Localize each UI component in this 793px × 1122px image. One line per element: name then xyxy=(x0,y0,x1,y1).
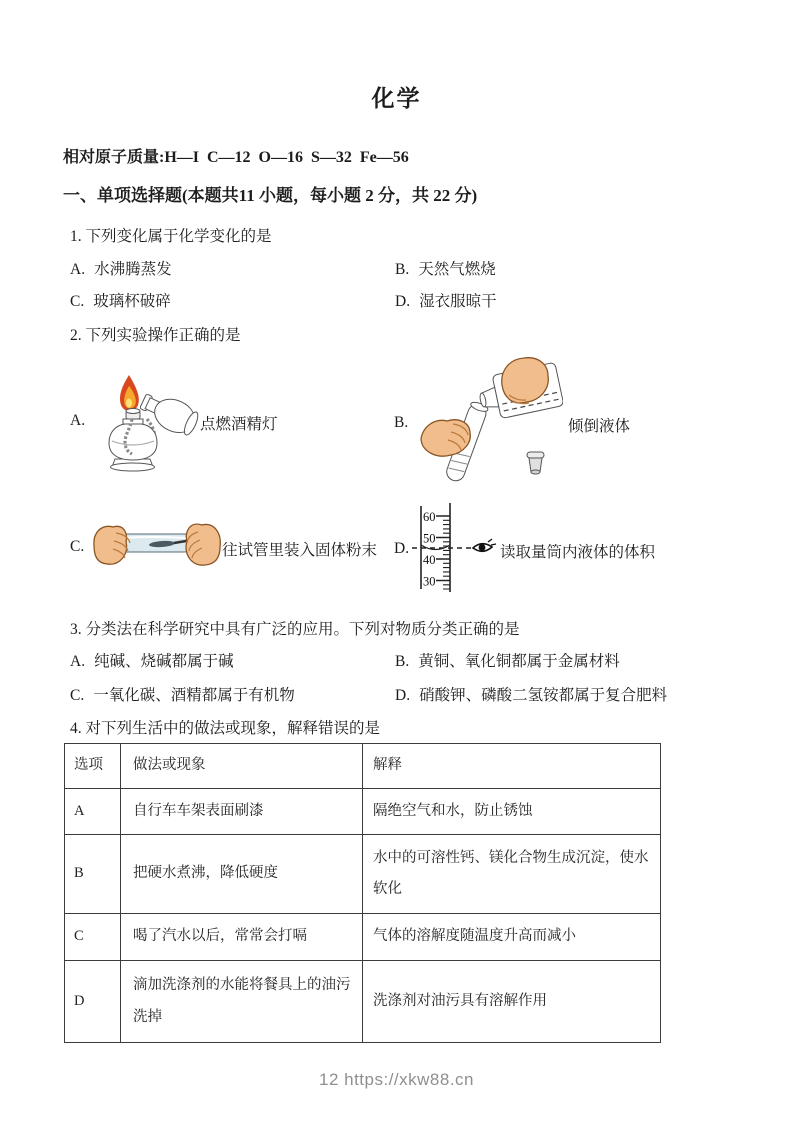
header-explanation: 解释 xyxy=(363,744,661,789)
option-text: 湿衣服晾干 xyxy=(419,293,497,310)
q3-option-a xyxy=(70,649,234,671)
cylinder-tick-50: 50 xyxy=(423,531,436,546)
q1-option-b xyxy=(395,257,496,279)
q1-option-d xyxy=(395,289,497,311)
q3-option-d xyxy=(395,683,667,705)
table-header-row xyxy=(65,744,661,789)
alcohol-lamp-lighting-figure xyxy=(95,367,210,475)
option-text: 硝酸钾、磷酸二氢铵都属于复合肥料 xyxy=(419,687,668,704)
q1-option-a xyxy=(70,257,172,279)
cylinder-tick-60: 60 xyxy=(423,510,436,524)
option-label: B. xyxy=(395,653,410,670)
cell-practice: 喝了汽水以后，常常会打嗝 xyxy=(121,914,363,961)
q3-stem: 3. 分类法在科学研究中具有广泛的应用。下列对物质分类正确的是 xyxy=(70,621,520,638)
section-1-heading: 一、单项选择题(本题共11 小题，每小题 2 分，共 22 分) xyxy=(63,186,478,205)
q1-stem: 1. 下列变化属于化学变化的是 xyxy=(70,228,272,245)
q2-option-a-label: A. xyxy=(70,412,86,429)
graduated-cylinder-icon xyxy=(412,503,498,593)
q4-stem: 4. 对下列生活中的做法或现象，解释错误的是 xyxy=(70,720,381,737)
page-title: 化学 xyxy=(371,86,422,111)
option-label: A. xyxy=(70,261,86,278)
cell-practice: 把硬水煮沸，降低硬度 xyxy=(121,835,363,914)
q2-option-d-label: D. xyxy=(394,540,410,557)
alcohol-lamp-lighting-icon xyxy=(95,367,210,475)
cell-explanation: 洗涤剂对油污具有溶解作用 xyxy=(363,961,661,1043)
q2-option-c-label: C. xyxy=(70,538,85,555)
cell-practice: 滴加洗涤剂的水能将餐具上的油污洗掉 xyxy=(121,961,363,1043)
option-text: 纯碱、烧碱都属于碱 xyxy=(94,653,234,670)
option-label: D. xyxy=(395,687,411,704)
table-row xyxy=(65,961,661,1043)
option-label: C. xyxy=(70,293,85,310)
cell-option: D xyxy=(65,961,121,1043)
option-text: 玻璃杯破碎 xyxy=(93,293,171,310)
option-text: 一氧化碳、酒精都属于有机物 xyxy=(93,687,295,704)
adding-solid-powder-figure xyxy=(92,505,222,583)
eye-icon xyxy=(473,539,496,551)
table-row xyxy=(65,835,661,914)
cell-option: A xyxy=(65,789,121,835)
option-text: 水沸腾蒸发 xyxy=(94,261,172,278)
q2-option-d-caption: 读取量筒内液体的体积 xyxy=(500,544,656,561)
q2-stem: 2. 下列实验操作正确的是 xyxy=(70,327,241,344)
header-practice: 做法或现象 xyxy=(121,744,363,789)
cell-practice: 自行车车架表面刷漆 xyxy=(121,789,363,835)
q2-option-b-label: B. xyxy=(394,414,409,431)
page-footer-url: 12 https://xkw88.cn xyxy=(318,1070,475,1089)
q3-option-b xyxy=(395,649,620,671)
reading-graduated-cylinder-figure xyxy=(412,503,498,593)
option-label: D. xyxy=(395,293,411,310)
header-option: 选项 xyxy=(65,744,121,789)
cell-option: C xyxy=(65,914,121,961)
q2-option-b-caption: 倾倒液体 xyxy=(568,418,631,435)
pouring-liquid-icon xyxy=(413,355,563,493)
option-label: A. xyxy=(70,653,86,670)
cylinder-tick-30: 30 xyxy=(423,574,436,589)
adding-solid-powder-icon xyxy=(92,505,222,583)
option-text: 黄铜、氧化铜都属于金属材料 xyxy=(418,653,620,670)
cell-explanation: 水中的可溶性钙、镁化合物生成沉淀，使水软化 xyxy=(363,835,661,914)
atomic-masses-line: 相对原子质量:H—I C—12 O—16 S—32 Fe—56 xyxy=(63,149,409,166)
option-label: B. xyxy=(395,261,410,278)
cell-option: B xyxy=(65,835,121,914)
cell-explanation: 隔绝空气和水，防止锈蚀 xyxy=(363,789,661,835)
cell-explanation: 气体的溶解度随温度升高而减小 xyxy=(363,914,661,961)
option-text: 天然气燃烧 xyxy=(418,261,496,278)
table-row xyxy=(65,789,661,835)
q1-option-c xyxy=(70,289,171,311)
option-label: C. xyxy=(70,687,85,704)
pouring-liquid-figure xyxy=(413,355,563,493)
q2-option-a-caption: 点燃酒精灯 xyxy=(200,416,278,433)
q2-option-c-caption: 往试管里装入固体粉末 xyxy=(222,542,378,559)
table-row xyxy=(65,914,661,961)
cylinder-tick-40: 40 xyxy=(423,553,436,567)
q3-option-c xyxy=(70,683,295,705)
q4-table xyxy=(64,743,661,1043)
